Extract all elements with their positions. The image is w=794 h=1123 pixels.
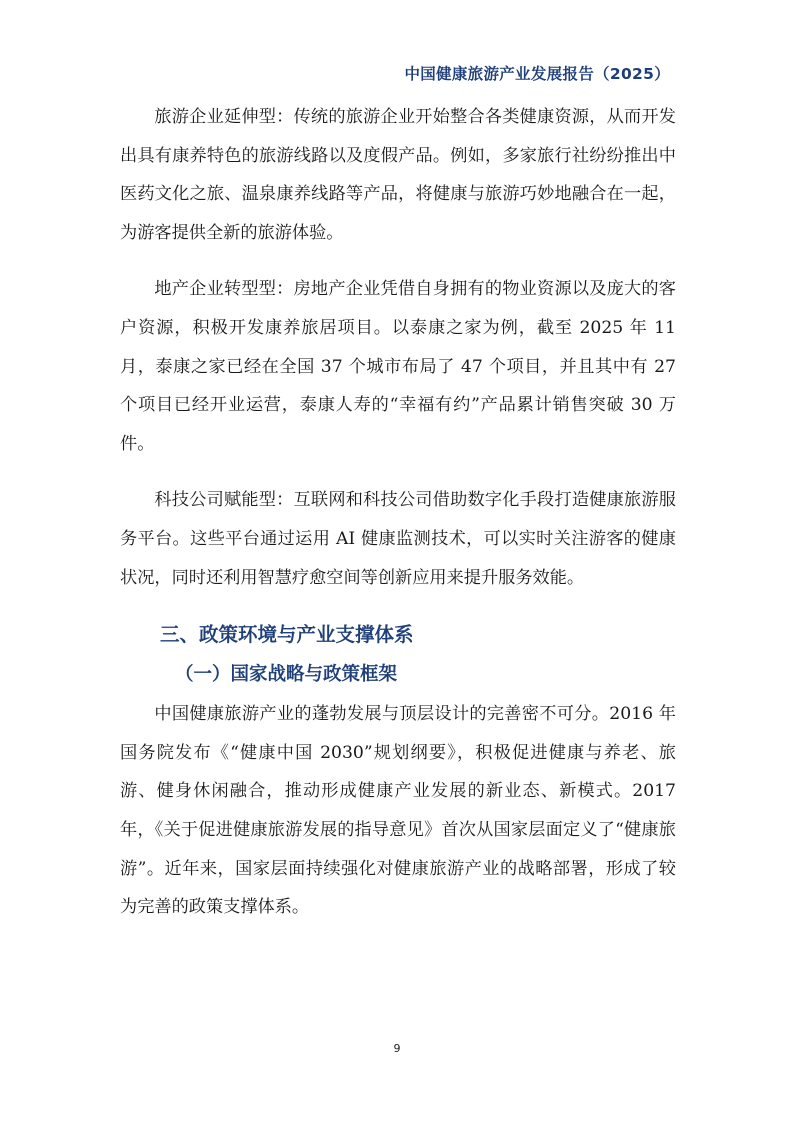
paragraph-real-estate: 地产企业转型型：房地产企业凭借自身拥有的物业资源以及庞大的客户资源，积极开发康养旅居项目。以泰康之家为例，截至 2025 年 11 月，泰康之家已经在全国 37 个城市布局了 47 个项目，并且其中有 27 个项目已经开业运营，泰康人寿的“幸福有约”产品累计销售突破 30 万件。 bbox=[120, 279, 676, 454]
running-header: 中国健康旅游产业发展报告（2025） bbox=[404, 65, 670, 83]
paragraph-policy-framework: 中国健康旅游产业的蓬勃发展与顶层设计的完善密不可分。2016 年国务院发布《“健康中国 2030”规划纲要》，积极促进健康与养老、旅游、健身休闲融合，推动形成健康产业发展的新业态、新模式。2017 年，《关于促进健康旅游发展的指导意见》首次从国家层面定义了“健康旅游”。近年来，国家层面持续强化对健康旅游产业的战略部署，形成了较为完善的政策支撑体系。 bbox=[120, 704, 676, 918]
paragraph-tourism-enterprise: 旅游企业延伸型：传统的旅游企业开始整合各类健康资源，从而开发出具有康养特色的旅游线路以及度假产品。例如，多家旅行社纷纷推出中医药文化之旅、温泉康养线路等产品，将健康与旅游巧妙地融合在一起，为游客提供全新的旅游体验。 bbox=[120, 107, 676, 243]
page-number: 9 bbox=[393, 1042, 401, 1055]
paragraph-tech-company: 科技公司赋能型：互联网和科技公司借助数字化手段打造健康旅游服务平台。这些平台通过运用 AI 健康监测技术，可以实时关注游客的健康状况，同时还利用智慧疗愈空间等创新应用来提升服务效能。 bbox=[120, 490, 676, 588]
page-body bbox=[120, 98, 676, 945]
subsection-heading: （一）国家战略与政策框架 bbox=[175, 664, 398, 686]
section-heading: 三、政策环境与产业支撑体系 bbox=[160, 623, 414, 647]
